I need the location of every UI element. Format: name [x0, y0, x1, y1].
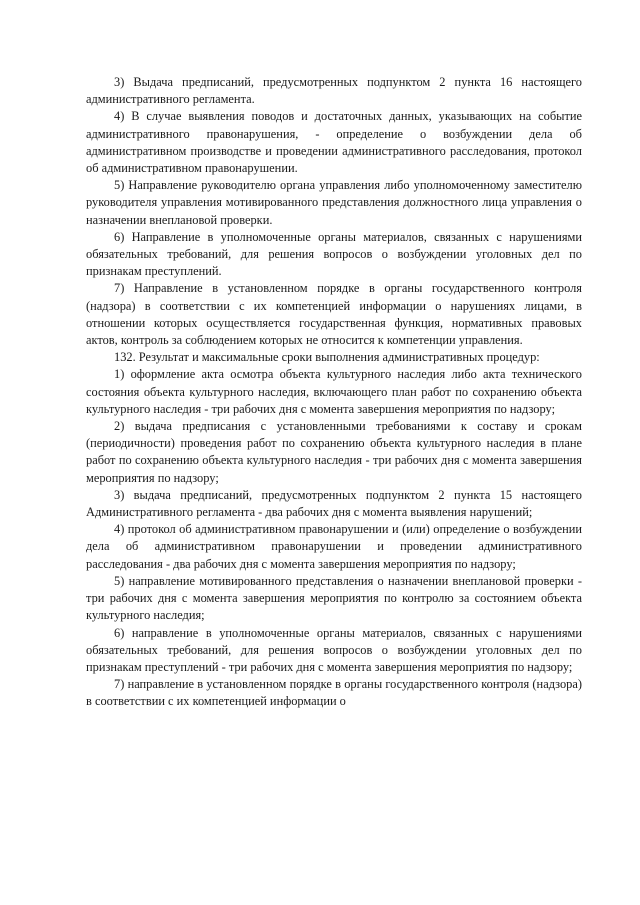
- paragraph-item-5: 5) Направление руководителю органа управления либо уполномоченному заместителю руководителя управления мотивированного представления должностного лица управления о назначении внеплановой проверки.: [86, 178, 582, 227]
- paragraph-deadline-7: 7) направление в установленном порядке в органы государственного контроля (надзора) в соответствии с их компетенцией информации о: [86, 677, 582, 709]
- paragraph-deadline-4: 4) протокол об административном правонарушении и (или) определение о возбуждении дела об административном правонарушении и проведении административного расследования - два рабочих дня с момента завершения мероприятия по надзору;: [86, 522, 582, 571]
- paragraph-deadline-3: 3) выдача предписаний, предусмотренных подпунктом 2 пункта 15 настоящего Административного регламента - два рабочих дня с момента выявления нарушений;: [86, 487, 582, 520]
- paragraph-item-6: 6) Направление в уполномоченные органы материалов, связанных с нарушениями обязательных требований, для решения вопросов о возбуждении уголовных дел по признакам преступлений.: [86, 229, 582, 279]
- paragraph-deadline-1: 1) оформление акта осмотра объекта культурного наследия либо акта технического состояния объекта культурного наследия, включающего план работ по сохранению объекта культурного наследия - три рабочих дня с момента завершения мероприятия по надзору;: [86, 367, 582, 416]
- document-page: [86, 74, 582, 711]
- paragraph-item-3: 3) Выдача предписаний, предусмотренных подпунктом 2 пункта 16 настоящего административного регламента.: [86, 75, 582, 107]
- paragraph-item-4: 4) В случае выявления поводов и достаточных данных, указывающих на событие административного правонарушения, - определение о возбуждении дела об административном производстве и проведении административного расследования, протокол об административном правонарушении.: [86, 109, 582, 176]
- paragraph-deadline-6: 6) направление в уполномоченные органы материалов, связанных с нарушениями обязательных требований, для решения вопросов о возбуждении уголовных дел по признакам преступлений - три рабочих дня с момента завершения мероприятия по надзору;: [86, 625, 582, 674]
- paragraph-item-7: 7) Направление в установленном порядке в органы государственного контроля (надзора) в соответствии с их компетенцией информации о нарушениях лицами, в отношении которых осуществляется государственная функция, нормативных правовых актов, контроль за соблюдением которых не относится к компетенции управления.: [86, 281, 582, 348]
- paragraph-section-132: 132. Результат и максимальные сроки выполнения административных процедур:: [114, 350, 540, 365]
- paragraph-deadline-5: 5) направление мотивированного представления о назначении внеплановой проверки - три рабочих дня с момента завершения мероприятия по контролю за состоянием объекта культурного наследия;: [86, 573, 582, 623]
- paragraph-deadline-2: 2) выдача предписания с установленными требованиями к составу и срокам (периодичности) проведения работ по сохранению объекта культурного наследия в плане работ по сохранению объекта культурного наследия - три рабочих дня с момента завершения мероприятия по надзору;: [86, 419, 582, 485]
